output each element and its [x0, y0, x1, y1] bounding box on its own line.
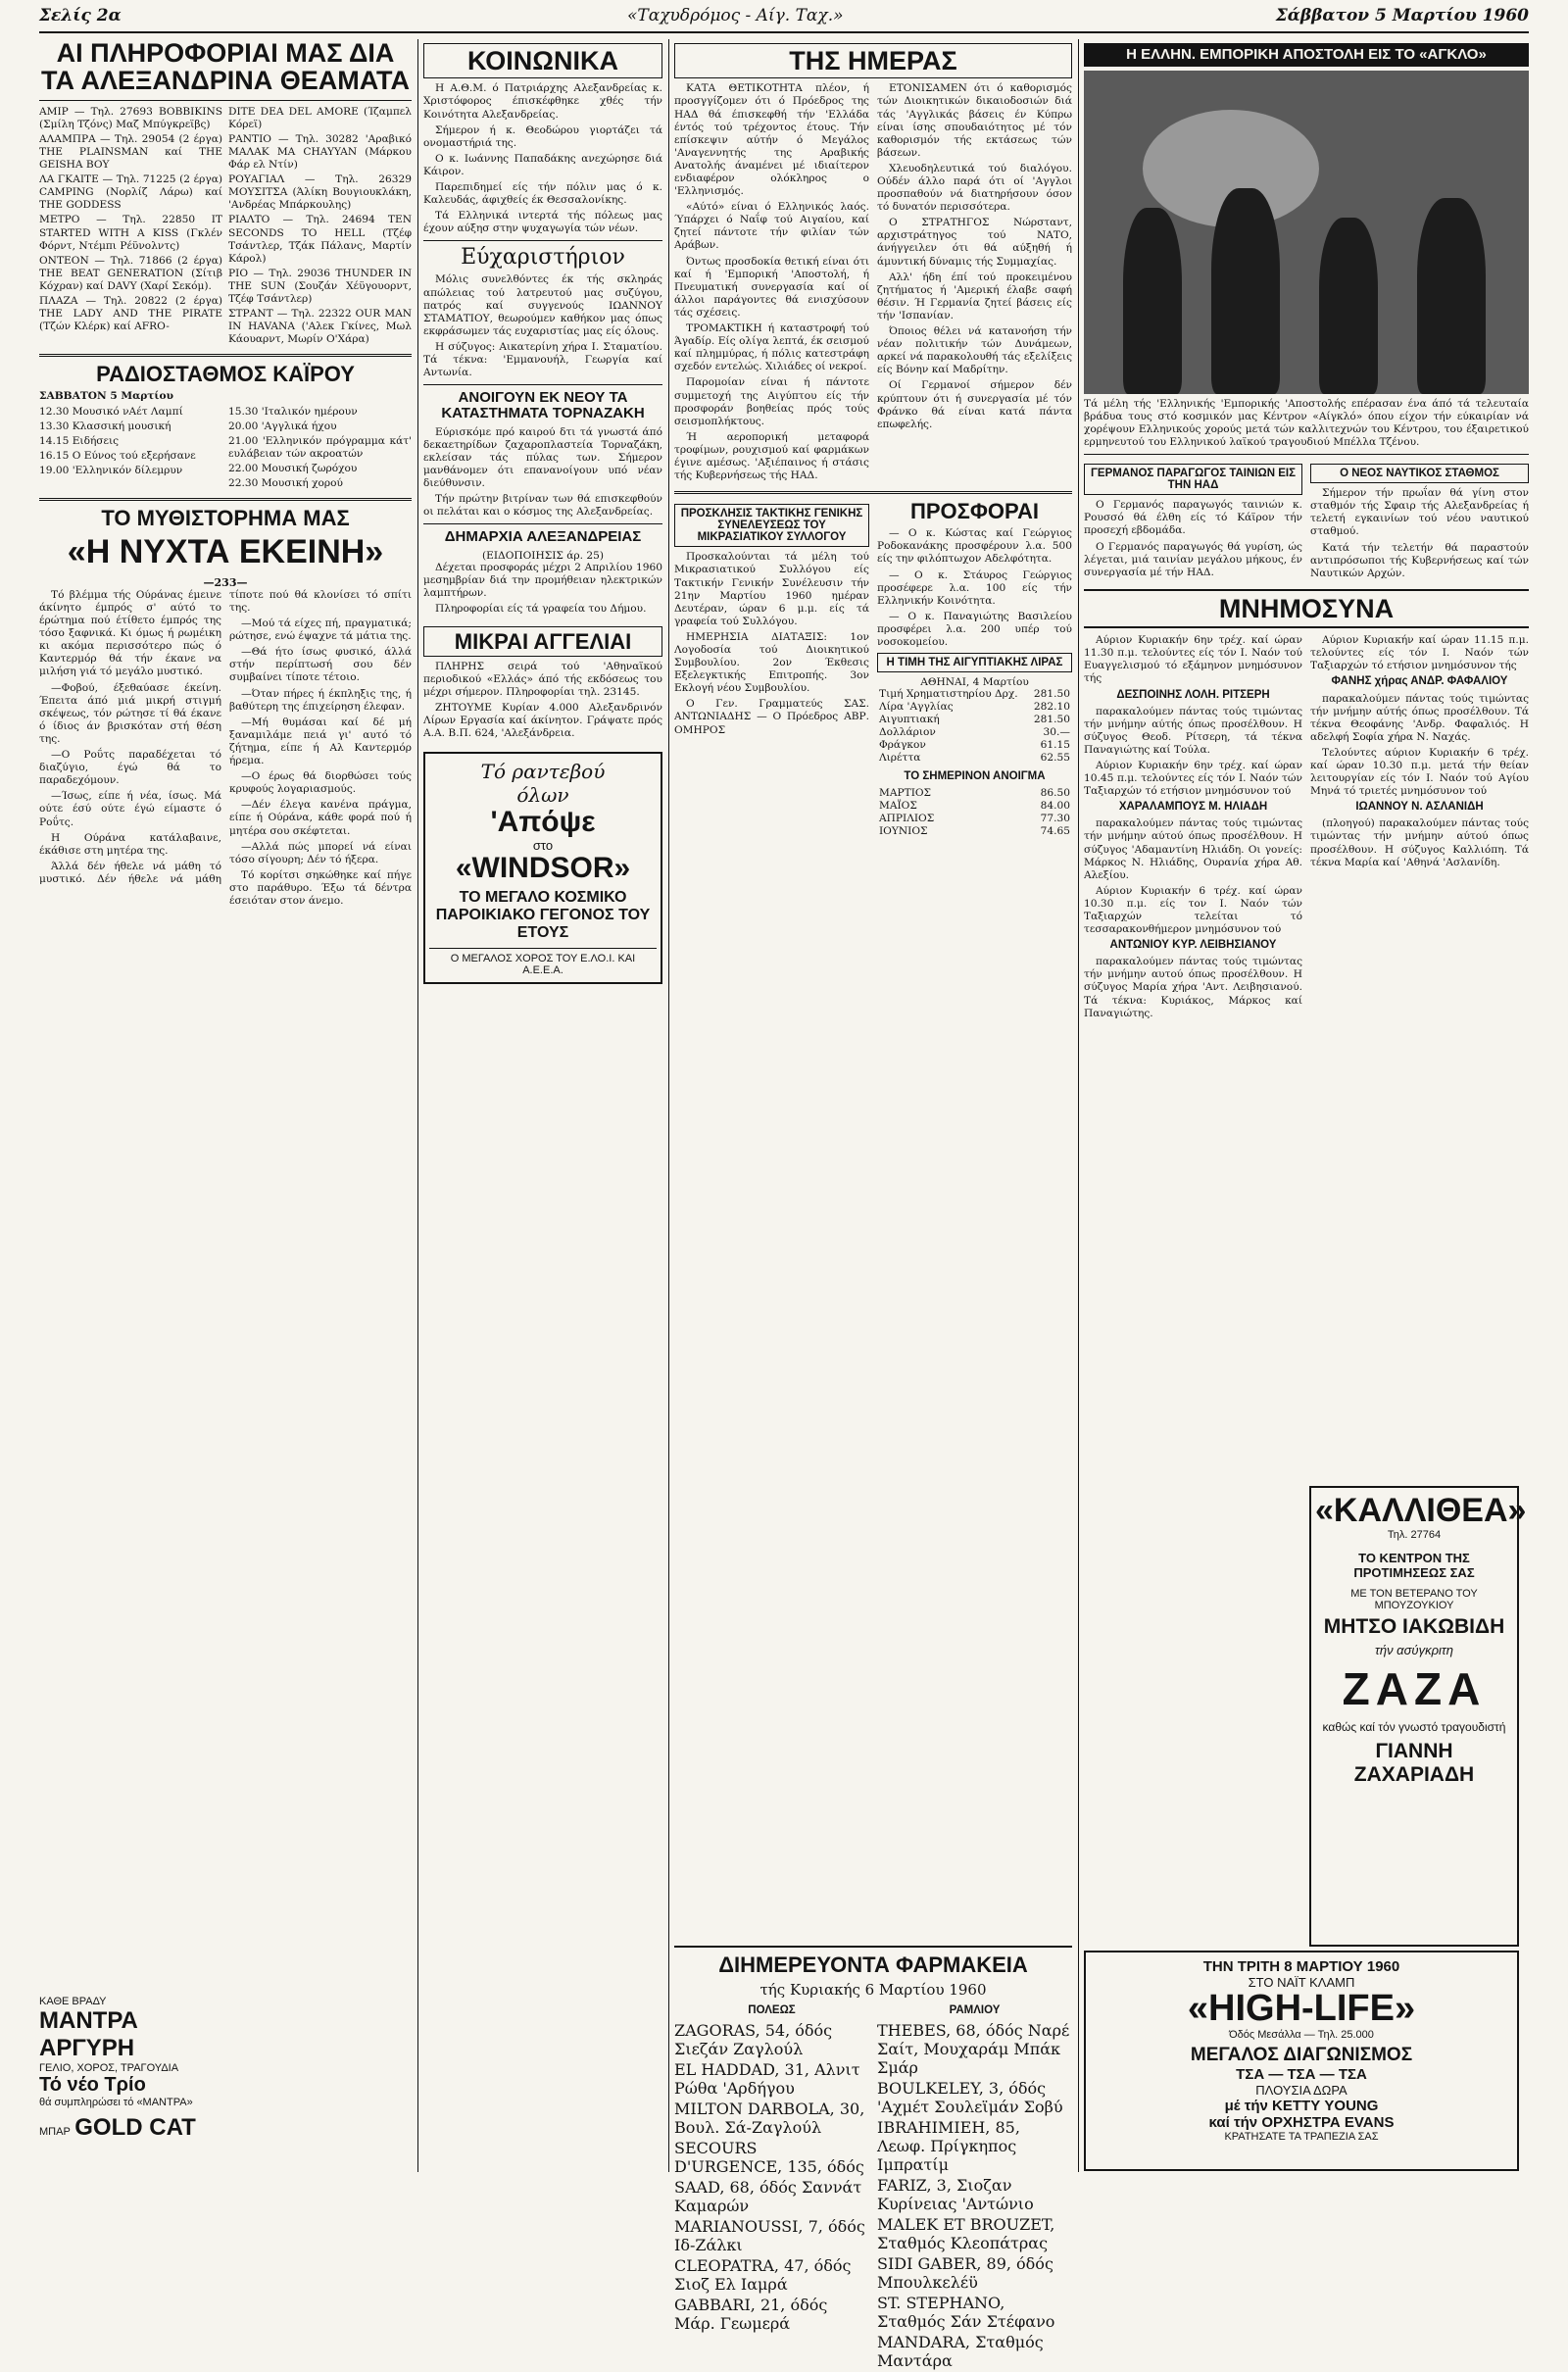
divider	[1084, 454, 1529, 455]
ad-date: ΤΗΝ ΤΡΙΤΗ 8 ΜΑΡΤΙΟΥ 1960	[1202, 1958, 1400, 1975]
kallithea-text: τήν ασύγκριτη	[1374, 1642, 1453, 1657]
radio-item: 22.00 Μουσική ζωρόχου	[228, 462, 358, 474]
list-item: CLEOPATRA, 47, όδός Σιοζ Ελ Ιαμρά	[674, 2256, 852, 2295]
radio-item: 22.30 Μουσική χορού	[228, 477, 343, 490]
kallithea-tagline: ΤΟ ΚΕΝΤΡΟΝ ΤΗΣ ΠΡΟΤΙΜΗΣΕΩΣ ΣΑΣ	[1353, 1550, 1475, 1580]
ad-orchestra: καί τήν ΟΡΧΗΣΤΡΑ EVANS	[1208, 2113, 1395, 2131]
mayor-subtitle: (ΕΙΔΟΠΟΙΗΣΙΣ άρ. 25)	[482, 550, 604, 563]
day-paragraph: ΕΤΟΝΙΣΑΜΕΝ ότι ό καθορισμός τών Διοικητικών δικαιοδοσιών διά τάς 'Αγγλικάς βάσεις έν Κύπρω είναι ίσης σπουδαιότητος μέ τόν καθορισμόν τής εκτάσεως τών βάσεων.	[877, 82, 1072, 159]
day-paragraph: Ή αεροπορική μεταφορά τροφίμων, ρουχισμού καί φαρμάκων έγινε αμέσως. 'Αξιέπαινος ή στάσις τής Κυβερνήσεως τής ΗΑΔ.	[674, 430, 869, 482]
pharmacy-ramleh-label: ΡΑΜΛΙΟΥ	[949, 2004, 1001, 2017]
table-row	[877, 714, 1072, 726]
day-right-text	[877, 82, 1072, 485]
ad-line: στο	[532, 837, 554, 853]
table-cell: 77.30	[1040, 813, 1070, 825]
table-row	[877, 787, 1072, 800]
list-item: MILTON DARBOLA, 30, Βουλ. Σά-Ζαγλούλ	[674, 2100, 865, 2138]
producer-block	[1084, 460, 1302, 583]
ad-line: Τό ραντεβού	[480, 760, 606, 784]
pharmacy-subtitle: τής Κυριακής 6 Μαρτίου 1960	[760, 1981, 987, 2000]
column-1	[39, 39, 412, 2176]
ad-trio: Τό νέο Τρίο	[39, 2074, 146, 2096]
ad-subtitle: ΓΕΛΙΟ, ΧΟΡΟΣ, ΤΡΑΓΟΥΔΙΑ	[39, 2062, 179, 2074]
day-columns	[674, 82, 1072, 485]
cinema-listing: ΠΛΑΖΑ — Τηλ. 20822 (2 έργα) THE LADY AND THE PIRATE (Τζών Κλέρκ) καί AFRO-	[39, 295, 222, 333]
radio-item: 16.15 Ο Εύνος τού εξερήσανε	[39, 449, 196, 462]
classifieds-title: ΜΙΚΡΑΙ ΑΓΓΕΛΙΑΙ	[423, 626, 662, 657]
table-cell: Δολλάριον	[879, 726, 936, 739]
reopen-paragraph: Τήν πρώτην βιτρίναν των θά επισκεφθούν οι πελάται και ο κόσμος της Αλεξανδρείας.	[423, 493, 662, 519]
gold-title: Η ΤΙΜΗ ΤΗΣ ΑΙΓΥΠΤΙΑΚΗΣ ΛΙΡΑΣ	[877, 653, 1072, 672]
ad-name: «HIGH-LIFE»	[1187, 1988, 1416, 2029]
table-cell: 86.50	[1040, 787, 1070, 800]
mantra-ad	[39, 1996, 216, 2142]
issue-date: Σάββατον 5 Μαρτίου 1960	[1275, 6, 1529, 25]
novel-paragraph: Τό κορίτσι σηκώθηκε καί πήγε στο παράθυρο. Έξω τά δέντρα έσειόταν στον άνεμο.	[229, 868, 412, 907]
memorial-body: παρακαλούμεν πάντας τούς τιμώντας τήν μνήμην αύτής όπως προσέλθουν. Η σύζυγος Θεοδ. Ρίτσερη, τά τέκνα Παναγιώτης καί Τούλα.	[1084, 705, 1302, 756]
memorial-name: ΑΝΤΩΝΙΟΥ ΚΥΡ. ΛΕΙΒΗΣΙΑΝΟΥ	[1109, 939, 1277, 952]
table-cell: 281.50	[1033, 688, 1070, 701]
cinema-listing: ΑΛΑΜΠΡΑ — Τηλ. 29054 (2 έργα) THE PLAINSMAN καί THE GEISHA BOY	[39, 132, 222, 172]
masthead	[39, 6, 1529, 29]
novel-paragraph: —Δέν έλεγα κανένα πράγμα, είπε ή Ούράνα, κάθε φορά πού ή μητέρα σου σκέφτεται.	[229, 799, 412, 837]
classified-item: ΠΛΗΡΗΣ σειρά τού 'Αθηναϊκού περιοδικού «Ελλάς» άπό τής εκδόσεως του μέχρι σήμερον. Πληροφορίαι τηλ. 23145.	[423, 660, 662, 698]
memorial-intro: Αύριον Κυριακήν καί ώραν 11.15 π.μ. τελούντες είς τόν Ι. Ναόν τών Ταξιαρχών τό ετήσιον μνημόσυνον τής	[1310, 634, 1529, 672]
ad-reserve: ΚΡΑΤΗΣΑΤΕ ΤΑ ΤΡΑΠΕΖΙΑ ΣΑΣ	[1224, 2130, 1379, 2143]
gold-cat-ad	[39, 2114, 216, 2142]
novel-paragraph: Η Ούράνα κατάλαβαινε, έκάθισε στη μητέρα της.	[39, 831, 221, 857]
offers-paragraph: — Ο κ. Κώστας καί Γεώργιος Ροδοκανάκης προσφέρουν λ.α. 500 είς την φιλόπτωχον Αδελφότητα.	[877, 527, 1072, 566]
windsor-ad	[423, 752, 662, 984]
memorials-left	[1084, 634, 1302, 1023]
pharmacy-city-label: ΠΟΛΕΩΣ	[748, 2004, 796, 2017]
top-rule	[39, 31, 1529, 33]
cinema-listing: DITE DEA DEL AMORE (Ίζαμπελ Κόρεϊ)	[228, 105, 412, 130]
pharmacy-title: ΔΙΗΜΕΡΕΥΟΝΤΑ ΦΑΡΜΑΚΕΙΑ	[718, 1952, 1028, 1977]
novel-section-heading: ΤΟ ΜΥΘΙΣΤΟΡΗΜΑ ΜΑΣ	[101, 506, 350, 531]
bottom-columns	[674, 500, 1072, 838]
day-paragraph: «Αύτό» είναι ό Ελληνικός λαός. Ύπάρχει ό Ναΐφ τού Αιγαίου, καί ζητεί πάντοτε τήν φιλίαν τών Αράβων.	[674, 201, 869, 252]
news-columns	[1084, 460, 1529, 583]
radio-list-right	[228, 406, 412, 493]
kallithea-artist: ΜΗΤΣΟ ΙΑΚΩΒΙΔΗ	[1323, 1614, 1505, 1638]
mayor-title: ΔΗΜΑΡΧΙΑ ΑΛΕΞΑΝΔΡΕΙΑΣ	[444, 528, 642, 546]
memorial-body: παρακαλούμεν πάντας τούς τιμώντας τήν μνήμην αύτής όπως προσέλθουν. Τά τέκνα Θεοφάνης 'Ανδρ. Φαφαλιός. Η αδελφή Σοφία χήρα Ν. Ναχάς.	[1310, 692, 1529, 743]
kallithea-phone: Τηλ. 27764	[1387, 1528, 1442, 1541]
photo-caption: Τά μέλη τής 'Ελληνικής 'Εμπορικής 'Αποστολής επέρασαν ένα άπό τά τελευταία βράδυα τους στό κοσμικόν μας Κέντρον «Αίγκλό» όπου είχον τήν εύκαιρίαν νά χορέψουν Ελληνικούς χορούς μετά τών καλλιτεχνών του Κέντρου, του έξαιρετικού ερμηνευτού του Ελληνικού λαϊκού τραγουδιού Μπέλλα Τζένου.	[1084, 397, 1529, 449]
ad-club: ΣΤΟ ΝΑΪΤ ΚΛΑΜΠ	[1248, 1975, 1355, 1990]
list-item: GABBARI, 21, όδός Μάρ. Γεωμερά	[674, 2296, 828, 2334]
meetings-paragraph: Ο Γεν. Γραμματεύς ΣΑΣ. ΑΝΤΩΝΙΑΔΗΣ — Ο Πρόεδρος ΑΒΡ. ΟΜΗΡΟΣ	[674, 698, 869, 736]
divider	[39, 498, 412, 501]
day-paragraph: Αλλ' ήδη έπί τού προκειμένου ζητήματος ή 'Αμερική έλαβε σαφή θέσιν. Ή Γερμανία ζητεί βάσεις είς τήν 'Ισπανίαν.	[877, 271, 1072, 321]
radio-item: 15.30 'Ιταλικόν ημέρουν	[228, 405, 358, 418]
table-row	[877, 739, 1072, 752]
page-label: Σελίς 2α	[39, 6, 122, 25]
radio-item: 21.00 'Ελληνικόν πρόγραμμα κάτ' ευλάβειαν τών ακροατών	[228, 434, 412, 460]
list-item: MALEK ET BROUZET, Σταθμός Κλεοπάτρας	[877, 2215, 1055, 2253]
ad-name: ΜΑΝΤΡΑ ΑΡΓΥΡΗ	[39, 2007, 138, 2061]
radio-columns	[39, 406, 412, 493]
cotton-title: ΤΟ ΣΗΜΕΡΙΝΟΝ ΑΝΟΙΓΜΑ	[904, 770, 1046, 783]
day-paragraph: ΤΡΟΜΑΚΤΙΚΗ ή καταστροφή τού Άγαδίρ. Είς ολίγα λεπτά, έκ σεισμού καί πλημμύρας, ή πόλις κατεστράφη σχεδόν εντελώς. Χιλιάδες οί νεκροί.	[674, 322, 869, 373]
novel-paragraph: —Μού τά είχες πή, πραγματικά; ρώτησε, ενώ έψαχνε τά μάτια της.	[229, 618, 412, 643]
naval-paragraph: Κατά τήν τελετήν θά παραστούν αντιπρόσωποι τής Κυβερνήσεως καί τών Ναυτικών Αρχών.	[1310, 541, 1529, 579]
cinema-listing: ΡΟΥΑΓΙΑΛ — Τηλ. 26329 ΜΟΥΣΙΤΣΑ (Άλίκη Βουγιουκλάκη, 'Ανδρέας Μπάρκουλης)	[228, 173, 412, 212]
table-cell: Αιγυπτιακή	[879, 714, 940, 726]
memorial-name: ΔΕΣΠΟΙΝΗΣ ΛΟΛΗ. ΡΙΤΣΕΡΗ	[1116, 688, 1270, 701]
column-4	[1084, 39, 1529, 1470]
novel-paragraph: —Φοβού, έξεθαύασε έκείνη. Έπειτα άπό μιά μικρή στιγμή σκέψεως, τόν ρώτησε τί θά έκανε ό ίδιος άν βρισκόταν στή θέση της.	[39, 681, 221, 745]
novel-paragraph: —Ο Ροΰτς παραδέχεται τό διαζύγιο, έγώ θά το παραδεχόμουν.	[39, 749, 221, 787]
memorial-intro: Τελούντες αύριον Κυριακήν 6 τρέχ. καί ώραν 10.30 π.μ. μετά τήν θείαν λειτουργίαν είς τόν Ι. Ναόν τού Αγίου Μηνά τό τριετές μνημόσυνον τού	[1310, 746, 1529, 798]
social-item: Ο κ. Ιωάννης Παπαδάκης ανεχώρησε διά Κάιρον.	[423, 152, 662, 177]
photo-title: Η ΕΛΛΗΝ. ΕΜΠΟΡΙΚΗ ΑΠΟΣΤΟΛΗ ΕΙΣ ΤΟ «ΑΓΚΛΟ»	[1084, 43, 1529, 67]
gold-subtitle: ΑΘΗΝΑΙ, 4 Μαρτίου	[920, 676, 1029, 689]
memorials-columns	[1084, 634, 1529, 1023]
cinema-list-left	[39, 106, 222, 349]
ad-tonight: 'Απόψε	[490, 806, 596, 839]
column-divider	[1078, 39, 1079, 2172]
table-row	[877, 825, 1072, 838]
cinema-listing: ΟΝΤΕΟΝ — Τηλ. 71866 (2 έργα) THE BEAT GENERATION (Σίτιβ Κόχραν) καί DAVY (Χαρί Σεκόμ).	[39, 254, 222, 292]
day-section-title: ΤΗΣ ΗΜΕΡΑΣ	[674, 43, 1072, 78]
ad-gifts: ΠΛΟΥΣΙΑ ΔΩΡΑ	[1255, 2082, 1348, 2098]
high-life-ad	[1084, 1951, 1519, 2171]
novel-paragraph: Άλλά δέν ήθελε νά μάθη τό μυστικό. Δέν ήθελε νά μάθη τίποτε πού θά κλονίσει τό σπίτι της.	[39, 588, 412, 885]
offers-paragraph: — Ο κ. Παναγιώτης Βασιλείου προσφέρει λ.α. 200 υπέρ τού νοσοκομείου.	[877, 610, 1072, 648]
day-paragraph: Χλευοδηλευτικά τού διαλόγου. Ούδέν άλλο παρά ότι οί 'Αγγλοι προσπαθούν νά διατηρήσουν όσον τό δυνατόν περισσότερα.	[877, 162, 1072, 214]
classified-item: ΖΗΤΟΥΜΕ Κυρίαν 4.000 Αλεξανδρινόν Λίρων Εργασία καί άκίνητον. Γράψατε πρός Α.Α. Β.Π. 624, 'Αλεξάνδρεια.	[423, 701, 662, 740]
novel-paragraph: —Αλλά πώς μπορεί νά είναι τόσο σίγουρη; Δέν τό ήξερα.	[229, 840, 412, 865]
divider	[423, 384, 662, 385]
memorial-body: παρακαλούμεν πάντας τούς τιμώντας τήν μνήμην αυτού όπως προσέλθουν. Η σύζυγος Μαρία χήρα 'Αντ. Λειβησιανού. Τά τέκνα: Κυριάκος, Μάρκος καί Παναγιώτης.	[1084, 956, 1302, 1019]
novel-paragraph: —Θά ήτο ίσως φυσικό, άλλά στήν περίπτωσή σου δέν συμβαίνει τίποτε τέτοιο.	[229, 646, 412, 684]
table-cell: 62.55	[1040, 752, 1070, 765]
radio-item: 19.00 'Ελληνικόν δίλεμρυν	[39, 464, 183, 476]
list-item: EL HADDAD, 31, Αλνιτ Ρώθα 'Αρδήγου	[674, 2060, 860, 2099]
ad-dance: ΤΣΑ — ΤΣΑ — ΤΣΑ	[1236, 2065, 1367, 2083]
memorial-name: ΦΑΝΗΣ χήρας ΑΝΔΡ. ΦΑΦΑΛΙΟΥ	[1331, 675, 1508, 688]
mayor-paragraph: Πληροφορίαι είς τά γραφεία του Δήμου.	[435, 603, 647, 616]
memorials-title: ΜΝΗΜΟΣΥΝΑ	[1084, 589, 1529, 628]
cinema-listing: ΡΙΑΛΤΟ — Τηλ. 24694 TEN SECONDS TO HELL (Τζέφ Τσάντλερ, Τζάκ Πάλανς, Μαρτίν Κάρολ)	[228, 214, 412, 265]
cinema-list-right	[228, 106, 412, 349]
list-item: FARIZ, 3, Σιοζαν Κυρίνειας 'Αντώνιο	[877, 2176, 1034, 2214]
day-paragraph: Οί Γερμανοί σήμερον δέν κρύπτουν ότι ή συνεργασία μέ τόν Φράνκο θά είναι κατά πάντα επωφελής.	[877, 379, 1072, 430]
meetings-title: ΠΡΟΣΚΛΗΣΙΣ ΤΑΚΤΙΚΗΣ ΓΕΝΙΚΗΣ ΣΥΝΕΛΕΥΣΕΩΣ ΤΟΥ ΜΙΚΡΑΣΙΑΤΙΚΟΥ ΣΥΛΛΟΓΟΥ	[674, 504, 869, 547]
list-item: ZAGORAS, 54, όδός Σιεζάν Ζαγλούλ	[674, 2021, 833, 2059]
list-item: SECOURS D'URGENCE, 135, όδός	[674, 2139, 864, 2177]
social-item: Παρεπιδημεί είς τήν πόλιν μας ό κ. Καλευδάς, άφιχθείς έκ Θεσσαλονίκης.	[423, 181, 662, 207]
table-cell: Τιμή Χρηματιστηρίου Δρχ.	[879, 688, 1018, 701]
table-cell: Λίρα 'Αγγλίας	[879, 701, 954, 714]
naval-title: Ο ΝΕΟΣ ΝΑΥΤΙΚΟΣ ΣΤΑΘΜΟΣ	[1310, 464, 1529, 483]
divider	[674, 491, 1072, 494]
memorials-right	[1310, 634, 1529, 1023]
photo-figure	[1123, 208, 1182, 394]
column-divider	[668, 39, 669, 2172]
cinema-listing: ΡΑΝΤΙΟ — Τηλ. 30282 'Αραβικό ΜΑΛΑΚ ΜΑ CHAYYAN (Μάρκου Φάρ ελ Ντίν)	[228, 132, 412, 172]
cinema-listing: ΣΤΡΑΝΤ — Τηλ. 22322 OUR MAN IN HAVANA ('Αλεκ Γκίνες, Μωλ Κάουαρντ, Μωρίν Ο'Χάρα)	[228, 308, 412, 346]
memorial-body: (πλοηγού) παρακαλούμεν πάντας τούς τιμώντας τήν μνήμην αύτού όπως προσέλθουν. Η σύζυγος Καλλιόπη. Τά τέκνα Μαρία καί 'Αθηνά 'Ασλανίδη.	[1310, 817, 1529, 868]
list-item: SIDI GABER, 89, όδός Μπουλκελέϋ	[877, 2254, 1054, 2293]
table-cell: ΜΑΡΤΙΟΣ	[879, 787, 932, 800]
memorial-intro: Αύριον Κυριακήν 6ην τρέχ. καί ώραν 10.45 π.μ. τελούντες είς τόν Ι. Ναόν τών Ταξιαρχών τό ετήσιον μνημόσυνον τού	[1084, 760, 1302, 798]
offers-paragraph: — Ο κ. Στάυρος Γεώργιος προσέφερε λ.α. 100 είς τήν Ελληνικήν Κοινότητα.	[877, 568, 1072, 607]
column-divider	[417, 39, 418, 2172]
producer-title: ΓΕΡΜΑΝΟΣ ΠΑΡΑΓΩΓΟΣ ΤΑΙΝΙΩΝ ΕΙΣ ΤΗΝ ΗΑΔ	[1084, 464, 1302, 495]
memorial-body: παρακαλούμεν πάντας τούς τιμώντας τήν μνήμην αύτού όπως προσέλθουν. Η σύζυγος 'Αδαμαντίνη Ηλιάδη. Οι γονείς: Μάρκος Ν. Ηλιάδης, Ουρανία χήρα Αθ. Αλεξίου.	[1084, 817, 1302, 881]
cinema-listings	[39, 106, 412, 349]
gold-cat-prefix: ΜΠΑΡ	[39, 2126, 71, 2138]
meetings-paragraph: Προσκαλούνται τά μέλη τού Μικρασιατικού Συλλόγου είς Τακτικήν Γενικήν Συνέλευσιν τήν 21ην Μαρτίου 1960 ημέραν Δευτέραν, ώραν 6 μ.μ. είς τά γραφεία τού Συλλόγου.	[674, 551, 869, 627]
cinema-listing: ΜΕΤΡΟ — Τηλ. 22850 IT STARTED WITH A KISS (Γκλέν Φόρντ, Ντέμπι Ρέϋνολντς)	[39, 214, 222, 252]
table-cell: 282.10	[1033, 701, 1070, 714]
paper-name: «Ταχυδρόμος - Αίγ. Ταχ.»	[627, 6, 844, 25]
kallithea-text: καθώς καί τόν γνωστό τραγουδιστή	[1322, 1719, 1506, 1734]
divider	[423, 240, 662, 241]
pharmacy-lists	[674, 2004, 1072, 2372]
producer-paragraph: Ο Γερμανός παραγωγός ταινιών κ. Ρουσσό θά έλθη είς τό Κάϊρον τήν προσεχή εβδομάδα.	[1084, 499, 1302, 537]
ad-line: όλων	[516, 783, 569, 808]
kallithea-veteran: ΜΕ ΤΟΝ ΒΕΤΕΡΑΝΟ ΤΟΥ ΜΠΟΥΖΟΥΚΙΟΥ	[1350, 1587, 1478, 1611]
pharmacy-ramleh-list	[877, 2004, 1072, 2372]
ad-contest: ΜΕΓΑΛΟΣ ΔΙΑΓΩΝΙΣΜΟΣ	[1190, 2044, 1413, 2065]
ad-footer: Ο ΜΕΓΑΛΟΣ ΧΟΡΟΣ ΤΟΥ Ε.ΛΟ.Ι. ΚΑΙ Α.Ε.Ε.Α.	[429, 948, 657, 976]
ad-event: ΤΟ ΜΕΓΑΛΟ ΚΟΣΜΙΚΟ ΠΑΡΟΙΚΙΑΚΟ ΓΕΓΟΝΟΣ ΤΟΥ ΕΤΟΥΣ	[435, 889, 651, 942]
radio-day: ΣΑΒΒΑΤΟΝ 5 Μαρτίου	[39, 390, 173, 403]
table-cell: ΜΑΪΟΣ	[879, 800, 917, 813]
table-row	[877, 701, 1072, 714]
radio-item: 13.30 Κλασσική μουσική	[39, 420, 172, 432]
thanks-title: Εύχαριστήριον	[461, 245, 625, 271]
reopen-paragraph: Εύρισκόμε πρό καιρού δτι τά γνωστά άπό δεκαετηρίδων ζαχαροπλαστεία Τορναζάκη, εκλείσαν τάς πύλας των. Σήμερον μανθάνομεν ότι επανανοίγουν υπό νέαν διεύθυνσιν.	[423, 425, 662, 490]
photo-figure	[1211, 188, 1280, 394]
cinema-listing: ΡΙΟ — Τηλ. 29036 THUNDER IN THE SUN (Σουζάν Χέϋγουορντ, Τζέφ Τσάντλερ)	[228, 267, 412, 305]
producer-paragraph: Ο Γερμανός παραγωγός θά γυρίση, ώς λέγεται, μιά ταινίαν μεγάλου μήκους, έν συνεργασία μέ τήν ΗΑΔ.	[1084, 540, 1302, 578]
table-cell: 74.65	[1040, 825, 1070, 838]
table-row	[877, 800, 1072, 813]
cotton-table	[877, 787, 1072, 838]
kallithea-ad	[1309, 1486, 1527, 1947]
table-row	[877, 813, 1072, 825]
radio-list-left	[39, 406, 222, 493]
photo-figure	[1319, 218, 1378, 394]
radio-schedule	[39, 390, 412, 492]
table-row	[877, 688, 1072, 701]
table-cell: ΙΟΥΝΙΟΣ	[879, 825, 928, 838]
social-item: Η Α.Θ.Μ. ό Πατριάρχης Αλεξανδρείας κ. Χριστόφορος έπισκέφθηκε χθές τήν Κοινότητα Αλεξανδρείας.	[423, 82, 662, 121]
table-cell: Φράγκον	[879, 739, 926, 752]
naval-paragraph: Σήμερον τήν πρωΐαν θά γίνη στον σταθμόν τής Σφαιρ τής Αλεξανδρείας ή τελετή εγκαινίων τού νέου ναυτικού σταθμού.	[1310, 487, 1529, 538]
pharmacy-box	[674, 1946, 1072, 2371]
cinema-listing: ΑΜΙΡ — Τηλ. 27693 BOBBIKINS (Σμίλη Τζόνς) Μαζ Μπύγκρεϊβς)	[39, 105, 222, 130]
naval-block	[1310, 460, 1529, 583]
kallithea-name: «ΚΑΛΛΙΘΕΑ»	[1315, 1492, 1527, 1529]
table-cell: 61.15	[1040, 739, 1070, 752]
radio-section-title: ΡΑΔΙΟΣΤΑΘΜΟΣ ΚΑΪΡΟΥ	[96, 362, 355, 387]
day-paragraph: Όποιος θέλει νά κατανοήση τήν νέαν πολιτικήν τών Δυνάμεων, αρκεί νά παρακολουθή τάς εξελίξεις είς Βόνην καί Μαδρίτην.	[877, 325, 1072, 376]
ad-address: Όδός Μεσάλλα — Τηλ. 25.000	[1229, 2028, 1374, 2041]
novel-text	[39, 589, 412, 908]
day-paragraph: Ο ΣΤΡΑΤΗΓΟΣ Νώρσταντ, αρχιστράτηγος τού ΝΑΤΟ, άνήγγειλεν ότι θά αύξηθή ή άμυντική δύναμις τής Συμμαχίας.	[877, 217, 1072, 268]
table-cell: 30.—	[1043, 726, 1070, 739]
cinema-listing: ΛΑ ΓΚΑΙΤΕ — Τηλ. 71225 (2 έργα) CAMPING (Νορλίζ Λάρω) καί THE GODDESS	[39, 173, 222, 212]
novel-installment: —233—	[203, 575, 248, 589]
memorial-name: ΧΑΡΑΛΑΜΠΟΥΣ Μ. ΗΛΙΑΔΗ	[1118, 801, 1268, 814]
memorial-intro: Αύριον Κυριακήν 6 τρέχ. καί ώραν 10.30 π.μ. είς τον Ι. Ναόν τών Ταξιαρχών τελείται τό τεσσαρακονθήμερον μνημόσυνον τού	[1084, 884, 1302, 936]
meetings-paragraph: ΗΜΕΡΗΣΙΑ ΔΙΑΤΑΞΙΣ: 1ον Λογοδοσία τού Διοικητικού Συμβουλίου. 2ον Έκθεσις Εξελεγκτικής Επιτροπής. 3ον Εκλογή νέου Συμβουλίου.	[674, 630, 869, 695]
ad-singer: μέ τήν ΚΕΤΤΥ YOUNG	[1224, 2097, 1379, 2114]
thanks-paragraph: Η σύζυγος: Αικατερίνη χήρα Ι. Σταματίου. Τά τέκνα: 'Εμμανουήλ, Γεωργία καί Αντωνία.	[423, 340, 662, 379]
day-paragraph: ΚΑΤΑ ΘΕΤΙΚΟΤΗΤΑ πλέον, ή προσγγίζομεν ότι ό Πρόεδρος της ΗΑΔ θά έπισκεφθή τήν 'Ελλάδα έντός τού τρέχοντος έτους. Τήν επίσκεψιν αύτήν ό Μεγάλος 'Αναγεννητής της Αραβικής Ανατολής άναμένει μέ ιδιαίτερον ενδιαφέρον ολόκληρος ο 'Ελληνισμός.	[674, 82, 869, 198]
gold-cat-name: GOLD CAT	[74, 2114, 196, 2141]
novel-title: «Η ΝΥΧΤΑ ΕΚΕΙΝΗ»	[67, 533, 384, 571]
table-cell: 281.50	[1033, 714, 1070, 726]
table-cell: 84.00	[1040, 800, 1070, 813]
offers-title: ΠΡΟΣΦΟΡΑΙ	[909, 499, 1040, 524]
table-row	[877, 726, 1072, 739]
novel-paragraph: —Ίσως, είπε ή νέα, ίσως. Μά ούτε έσύ ούτε έγώ είμαστε ό Ροΰτς.	[39, 790, 221, 828]
column-3	[674, 39, 1072, 2176]
mayor-paragraph: Δέχεται προσφοράς μέχρι 2 Απριλίου 1960 μεσημβρίαν διά την προμήθειαν ηλεκτρικών λαμπτήρων.	[423, 562, 662, 600]
photo-figure	[1417, 198, 1486, 394]
day-left-text	[674, 82, 869, 485]
radio-item: 14.15 Ειδήσεις	[39, 434, 120, 447]
kallithea-zaza: ΖΑΖΑ	[1342, 1662, 1487, 1714]
social-item: Τά Ελληνικά ιντερτά τής πόλεως μας έχουν αύξησ στην ψυχαγωγία τών νέων.	[423, 210, 662, 235]
novel-paragraph: Τό βλέμμα τής Ούράνας έμεινε άκίνητο έμπρός σ' αύτό το έρώτημα πού έτίθετο έμπρός της τόσο ξαφνικά. Κι όμως ή ρωμέικη κι ακόμα περισσότερο πώς ό Καντερμόρ θά τήν έκανε να μιλήση γιά τό μεγάλο μυστικό.	[39, 588, 221, 678]
cinema-section-title: ΑΙ ΠΛΗΡΟΦΟΡΙΑΙ ΜΑΣ ΔΙΑ ΤΑ ΑΛΕΞΑΝΔΡΙΝΑ ΘΕΑΜΑΤΑ	[40, 39, 411, 96]
divider	[39, 100, 412, 101]
divider	[39, 354, 412, 357]
list-item: MANDARA, Σταθμός Μαντάρα	[877, 2333, 1044, 2371]
table-row	[877, 752, 1072, 765]
novel-paragraph: —Όταν πήρες ή έκπληξις της, ή βαθύτερη της έπιχείρηση έλεφαν.	[229, 687, 412, 713]
radio-item: 20.00 'Αγγλικά ήχου	[228, 420, 337, 432]
list-item: SAAD, 68, όδός Σαννάτ Καμαρών	[674, 2178, 862, 2216]
social-section-title: ΚΟΙΝΩΝΙΚΑ	[423, 43, 662, 78]
memorial-name: ΙΩΑΝΝΟΥ Ν. ΑΣΛΑΝΙΔΗ	[1355, 801, 1484, 814]
table-cell: ΑΠΡΙΛΙΟΣ	[879, 813, 935, 825]
pharmacy-city-list	[674, 2004, 869, 2372]
memorial-intro: Αύριον Κυριακήν 6ην τρέχ. καί ώραν 11.30 π.μ. τελούντες είς τόν Ι. Ναόν τού Ευαγγελισμού τό εξάμηνον μνημόσυνον τής	[1084, 634, 1302, 685]
day-paragraph: Όντως προσδοκία θετική είναι ότι καί ή 'Εμπορική 'Αποστολή, ή Πνευματική συνεργασία καί οί άλλοι παράγοντες θά ενισχύσουν τάς σχέσεις.	[674, 255, 869, 319]
social-item: Σήμερον ή κ. Θεοδώρου γιορτάζει τά ονομαστήριά της.	[423, 124, 662, 149]
kallithea-singer: ΓΙΑΝΝΗ ΖΑΧΑΡΙΑΔΗ	[1353, 1739, 1475, 1786]
meetings-block	[674, 500, 869, 838]
list-item: THEBES, 68, όδός Ναρέ Σαίτ, Μουχαράμ Μπάκ Σμάρ	[877, 2021, 1070, 2078]
offers-block	[877, 500, 1072, 838]
column-2	[423, 39, 662, 2176]
radio-item: 12.30 Μουσικό νΑέτ Λαμπί	[39, 405, 183, 418]
gold-table	[877, 688, 1072, 765]
day-paragraph: Παρομοίαν είναι ή πάντοτε συμμετοχή της Αιγύπτου είς τήν προσφοράν βοηθείας πρός τούς σεισμοπλήκτους.	[674, 376, 869, 427]
list-item: BOULKELEY, 3, όδός 'Αχμέτ Σουλεϊμάν Σοβύ	[877, 2079, 1063, 2117]
list-item: ST. STEPHANO, Σταθμός Σάν Στέφανο	[877, 2294, 1055, 2332]
thanks-paragraph: Μόλις συνελθόντες έκ τής σκληράς απώλειας τού λατρευτού μας συζύγου, πατρός καί συγγενούς ΙΩΑΝΝΟΥ ΣΤΑΜΑΤΙΟΥ, θεωρούμεν καθήκον μας όπως εκφράσωμεν τάς ευχαριστίας μας είς όλους.	[423, 273, 662, 337]
list-item: IBRAHIMIEH, 85, Λεωφ. Πρίγκηπος Ιμπρατίμ	[877, 2118, 1020, 2175]
novel-paragraph: —Ο έρως θά διορθώσει τούς κρυφούς λογαριασμούς.	[229, 770, 412, 796]
ad-label: ΚΑΘΕ ΒΡΑΔΥ	[39, 1996, 107, 2007]
reopen-title: ΑΝΟΙΓΟΥΝ ΕΚ ΝΕΟΥ ΤΑ ΚΑΤΑΣΤΗΜΑΤΑ ΤΟΡΝΑΖΑΚΗ	[441, 389, 645, 421]
divider	[423, 523, 662, 524]
novel-paragraph: —Μή θυμάσαι καί δέ μή ξαναμιλάμε πειά γι' αυτό τό ζήτημα, είπε ή Αλ Καντερμόρ ήρεμα.	[229, 716, 412, 767]
table-cell: Λιρέττα	[879, 752, 921, 765]
ad-venue: «WINDSOR»	[455, 851, 631, 884]
list-item: MARIANOUSSI, 7, όδός Ιδ-Ζάλκι	[674, 2217, 865, 2255]
ad-trio-note: θά συμπληρώσει τό «ΜΑΝΤΡΑ»	[39, 2097, 193, 2108]
event-photo	[1084, 71, 1529, 394]
